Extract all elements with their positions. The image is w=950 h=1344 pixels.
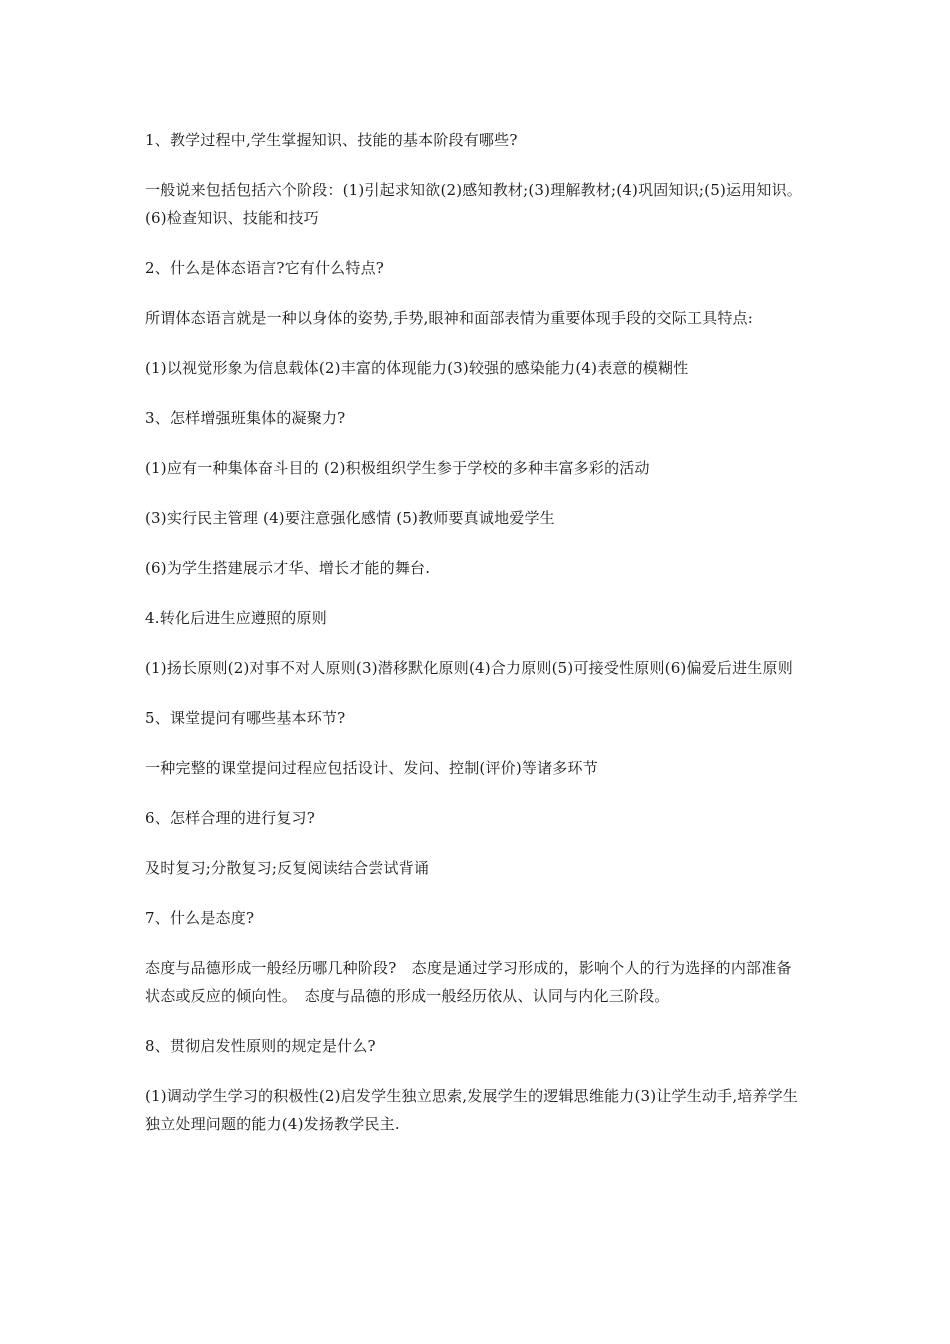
answer-3-part-3: (6)为学生搭建展示才华、增长才能的舞台. [145, 559, 431, 577]
answer-3-part-2: (3)实行民主管理 (4)要注意强化感情 (5)教师要真诚地爱学生 [145, 509, 555, 527]
answer-1: 一般说来包括包括六个阶段：(1)引起求知欲(2)感知教材;(3)理解教材;(4)巩固知识;(5)运用知识。(6)检查知识、技能和技巧 [145, 181, 803, 227]
answer-2-features: (1)以视觉形象为信息载体(2)丰富的体现能力(3)较强的感染能力(4)表意的模糊性 [145, 359, 689, 377]
question-6: 6、怎样合理的进行复习? [145, 809, 315, 827]
document-body [145, 126, 805, 1160]
question-2: 2、什么是体态语言?它有什么特点? [145, 259, 385, 277]
answer-2-definition: 所谓体态语言就是一种以身体的姿势,手势,眼神和面部表情为重要体现手段的交际工具特点: [145, 309, 753, 327]
question-4: 4.转化后进生应遵照的原则 [145, 609, 327, 627]
question-8: 8、贯彻启发性原则的规定是什么? [145, 1037, 376, 1055]
answer-4: (1)扬长原则(2)对事不对人原则(3)潜移默化原则(4)合力原则(5)可接受性原则(6)偏爱后进生原则 [145, 659, 793, 677]
question-7: 7、什么是态度? [145, 909, 255, 927]
answer-8: (1)调动学生学习的积极性(2)启发学生独立思索,发展学生的逻辑思维能力(3)让学生动手,培养学生独立处理问题的能力(4)发扬教学民主. [145, 1087, 799, 1133]
answer-5: 一种完整的课堂提问过程应包括设计、发问、控制(评价)等诸多环节 [145, 759, 598, 777]
answer-6: 及时复习;分散复习;反复阅读结合尝试背诵 [145, 859, 430, 877]
question-1: 1、教学过程中,学生掌握知识、技能的基本阶段有哪些? [145, 131, 518, 149]
question-5: 5、课堂提问有哪些基本环节? [145, 709, 346, 727]
answer-3-part-1: (1)应有一种集体奋斗目的 (2)积极组织学生参于学校的多种丰富多彩的活动 [145, 459, 650, 477]
question-3: 3、怎样增强班集体的凝聚力? [145, 409, 346, 427]
answer-7: 态度与品德形成一般经历哪几种阶段? 态度是通过学习形成的，影响个人的行为选择的内部准备状态或反应的倾向性。 态度与品德的形成一般经历依从、认同与内化三阶段。 [145, 959, 792, 1005]
